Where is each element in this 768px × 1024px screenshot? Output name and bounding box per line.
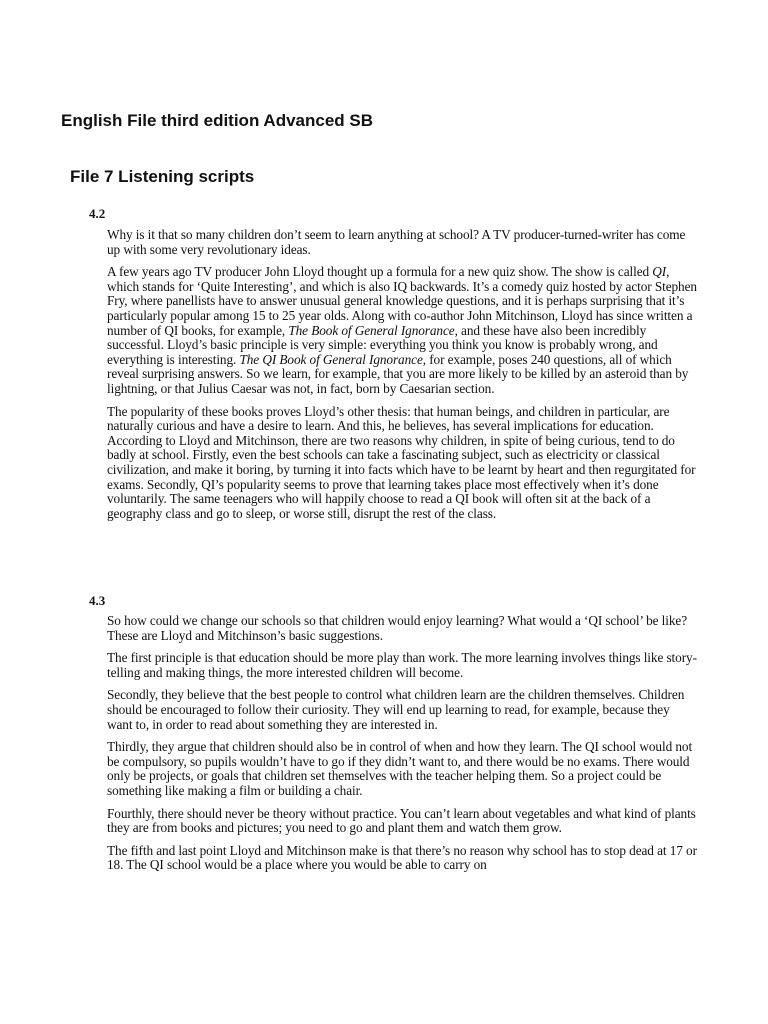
paragraph <box>107 265 697 396</box>
paragraph <box>107 688 697 732</box>
script-number-4-2: 4.2 <box>89 206 106 221</box>
paragraph <box>107 651 697 680</box>
paragraph-text: A few years ago TV producer John Lloyd thought up a formula for a new quiz show. The show is called <box>107 264 653 280</box>
script-number-4-3: 4.3 <box>89 593 106 608</box>
script-body-4-3 <box>107 614 697 881</box>
paragraph-text: The first principle is that education should be more play than work. The more learning involves things like story-telling and making things, the more interested children will become. <box>107 650 697 680</box>
book-title-text: The Book of General Ignorance <box>288 322 455 338</box>
section-heading: File 7 Listening scripts <box>70 167 255 186</box>
paragraph-text: , and these have also been incredibly successful. Lloyd’s basic principle is very simple: everything you think you know is probably wrong, and everything is interesting. <box>107 322 658 367</box>
paragraph-text: Secondly, they believe that the best people to control what children learn are the children themselves. Children should be encouraged to follow their curiosity. They will end up learning to read, for example, because they want to, in order to read about something they are interested in. <box>107 687 685 732</box>
paragraph-text: Fourthly, there should never be theory without practice. You can’t learn about vegetables and what kind of plants they are from books and pictures; you need to go and plant them and watch them grow. <box>107 805 696 836</box>
paragraph <box>107 740 697 798</box>
paragraph-text: Why is it that so many children don’t seem to learn anything at school? A TV producer-turned-writer has come up with some very revolutionary ideas. <box>107 227 686 257</box>
paragraph-text: , for example, poses 240 questions, all of which reveal surprising answers. So we learn, for example, that you are more likely to be killed by an asteroid than by lightning, or that Julius Caesar was not, in fact, born by Caesarian section. <box>107 351 689 396</box>
paragraph-text: , which stands for ‘Quite Interesting’, and which is also IQ backwards. It’s a comedy quiz hosted by actor Stephen Fry, where panellists have to answer unusual general knowledge questions, and it is perhaps surprising that it’s particularly popular among 15 to 25 year olds. Along with co-author John Mitchinson, Lloyd has since written a number of QI books, for example, <box>107 264 697 338</box>
paragraph-text: The popularity of these books proves Lloyd’s other thesis: that human beings, and children in particular, are naturally curious and have a desire to learn. And this, he believes, has several implications for education. According to Lloyd and Mitchinson, there are two reasons why children, in spite of being curious, tend to do badly at school. Firstly, even the best schools can take a fascinating subject, such as electricity or classical civilization, and make it boring, by turning it into facts which have to be learnt by heart and then regurgitated for exams. Secondly, QI’s popularity seems to prove that learning takes place most effectively when it’s done voluntarily. The same teenagers who will happily choose to read a QI book will often sit at the back of a geography class and go to sleep, or worse still, disrupt the rest of the class. <box>107 403 696 521</box>
book-title-text: QI <box>652 264 667 280</box>
paragraph <box>107 228 697 257</box>
book-title-text: The QI Book of General Ignorance <box>239 351 423 367</box>
paragraph-text: Thirdly, they argue that children should also be in control of when and how they learn. The QI school would not be compulsory, so pupils wouldn’t have to go if they didn’t want to, and there would be no exams. There would only be projects, or goals that children set themselves with the teacher helping them. So a project could be something like making a film or building a chair. <box>107 739 693 798</box>
paragraph <box>107 807 697 836</box>
paragraph-text: So how could we change our schools so that children would enjoy learning? What would a ‘QI school’ be like? These are Lloyd and Mitchinson’s basic suggestions. <box>107 613 687 643</box>
script-body-4-2 <box>107 228 697 529</box>
document-title: English File third edition Advanced SB <box>61 111 374 130</box>
paragraph <box>107 614 697 643</box>
paragraph-text: The fifth and last point Lloyd and Mitchinson make is that there’s no reason why school has to stop dead at 17 or 18. The QI school would be a place where you would be able to carry on <box>107 842 697 873</box>
paragraph <box>107 844 697 873</box>
paragraph <box>107 405 697 522</box>
